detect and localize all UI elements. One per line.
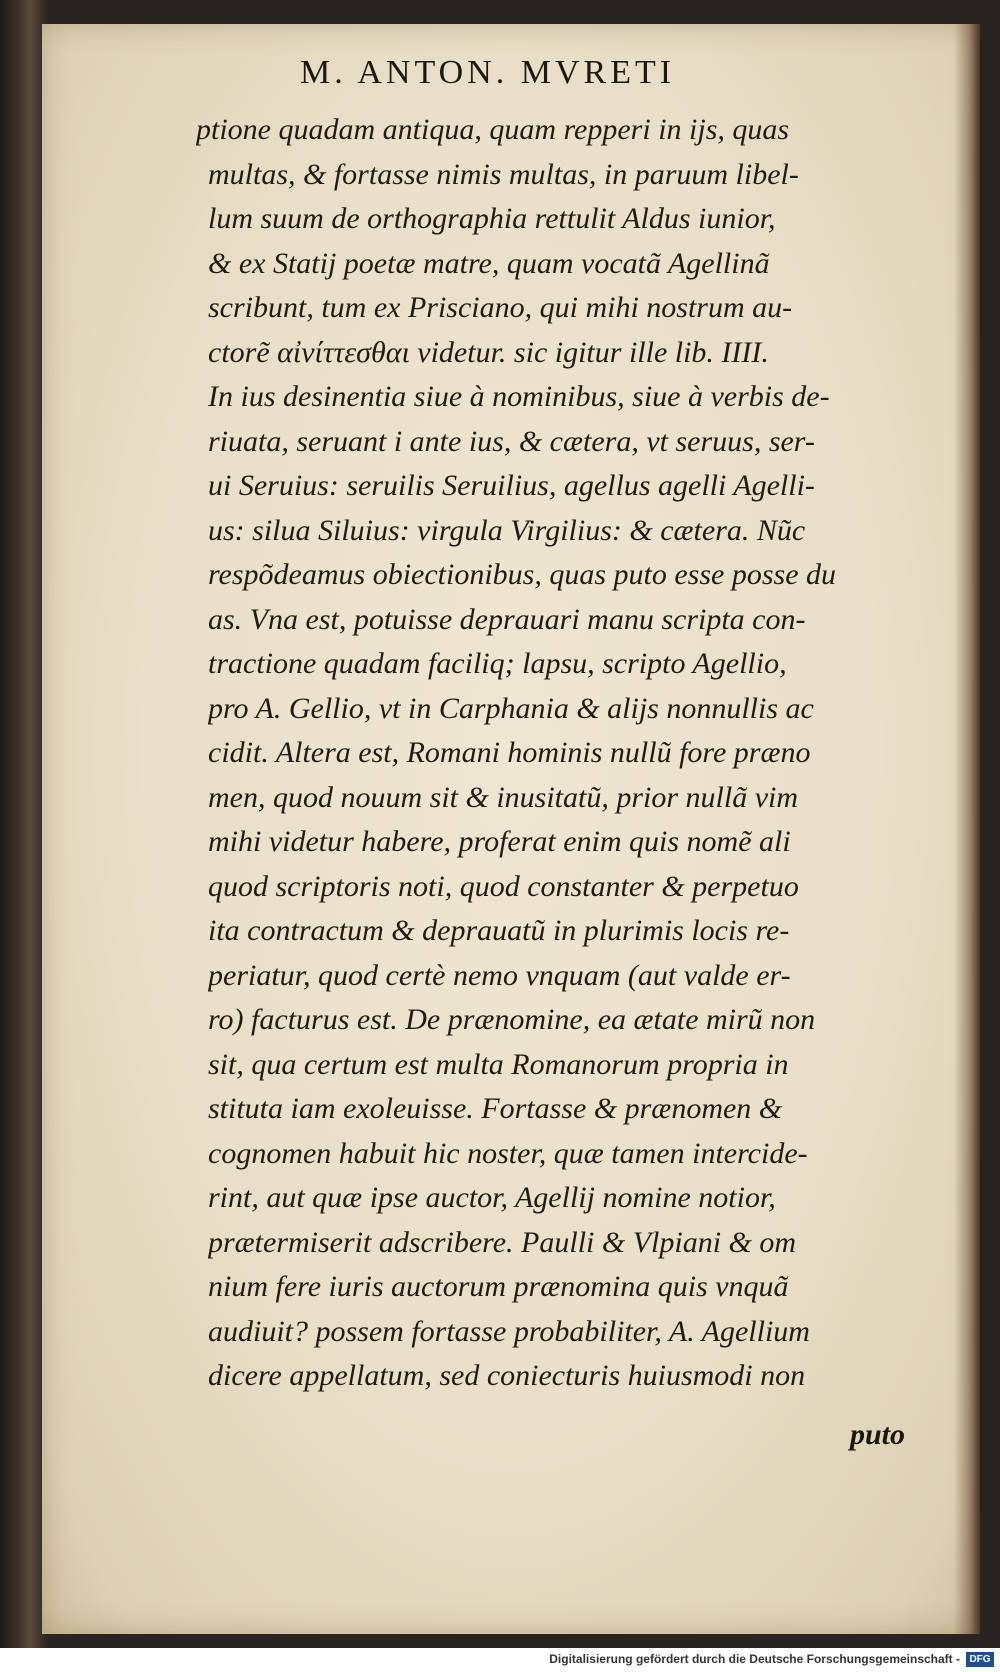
text-line: ro) facturus est. De prænomine, ea ætate mirũ non (208, 1003, 816, 1036)
text-line: quod scriptoris noti, quod constanter & perpetuo (208, 869, 799, 903)
text-line: pro A. Gellio, vt in Carphania & alijs nonnullis ac (208, 691, 814, 725)
text-line: riuata, seruant i ante ius, & cætera, vt seruus, ser- (208, 424, 815, 458)
page-gutter-shadow (954, 24, 980, 1634)
text-line: rint, aut quæ ipse auctor, Agellij nomine notior, (208, 1181, 776, 1214)
text-line: scribunt, tum ex Prisciano, qui mihi nostrum au- (208, 291, 793, 324)
text-line: nium fere iuris auctorum prænomina quis vnquã (208, 1270, 789, 1303)
digitization-footer (0, 1648, 1000, 1672)
text-line: cognomen habuit hic noster, quæ tamen intercide- (208, 1136, 808, 1170)
text-line: ctorẽ αἰνίττεσθαι videtur. sic igitur ille lib. IIII. (208, 335, 769, 369)
text-line: mihi videtur habere, proferat enim quis nomẽ ali (208, 825, 791, 858)
text-block (196, 108, 898, 1399)
text-line: audiuit? possem fortasse probabiliter, A. Agellium (208, 1314, 810, 1348)
text-line: tractione quadam faciliq; lapsu, scripto Agellio, (208, 647, 787, 680)
text-line: ui Seruius: seruilis Seruilius, agellus agelli Agelli- (208, 469, 815, 502)
text-line: as. Vna est, potuisse deprauari manu scripta con- (208, 602, 806, 636)
footer-credit-text: Digitalisierung gefördert durch die Deutsche Forschungsgemeinschaft - (549, 1652, 960, 1666)
text-line: respõdeamus obiectionibus, quas puto esse posse du (208, 558, 837, 591)
text-line: sit, qua certum est multa Romanorum propria in (208, 1047, 789, 1081)
text-line: us: silua Siluius: virgula Virgilius: & cætera. Nũc (208, 513, 806, 547)
text-line: men, quod nouum sit & inusitatũ, prior nullã vim (208, 780, 799, 814)
text-line: lum suum de orthographia rettulit Aldus iunior, (208, 202, 776, 235)
text-line: In ius desinentia siue à nominibus, siue à verbis de- (208, 380, 830, 413)
text-line: cidit. Altera est, Romani hominis nullũ fore præno (208, 736, 811, 769)
dfg-logo-icon: DFG (966, 1652, 994, 1667)
text-line: dicere appellatum, sed coniecturis huiusmodi non (208, 1359, 806, 1392)
running-head: M. ANTON. MVRETI (300, 54, 676, 91)
text-line: ita contractum & deprauatũ in plurimis locis re- (208, 914, 790, 947)
text-line: stituta iam exoleuisse. Fortasse & prænomen & (208, 1092, 783, 1125)
text-line: & ex Statij poetæ matre, quam vocatã Agellinã (208, 246, 770, 280)
text-line: prætermiserit adscribere. Paulli & Vlpiani & om (208, 1225, 797, 1259)
text-line: multas, & fortasse nimis multas, in paruum libel- (208, 157, 799, 191)
text-line: ptione quadam antiqua, quam repperi in ijs, quas (196, 113, 790, 146)
text-line: periatur, quod certè nemo vnquam (aut valde er- (208, 958, 791, 992)
catchword: puto (850, 1418, 906, 1451)
